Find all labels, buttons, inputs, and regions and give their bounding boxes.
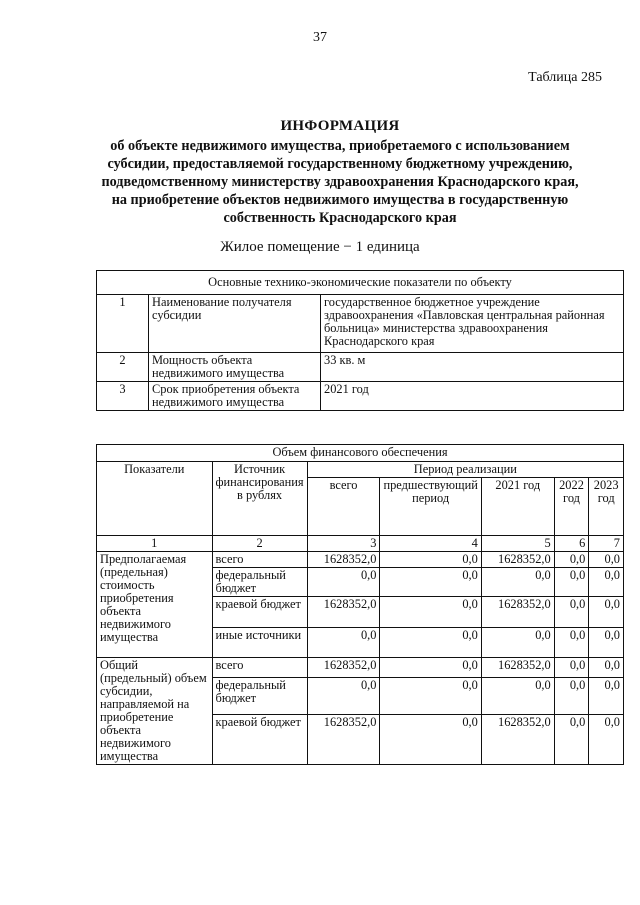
row-number: 2 xyxy=(97,353,149,382)
value-cell: 1628352,0 xyxy=(307,597,380,628)
indicator-name: Мощность объекта недвижимого имущества xyxy=(149,353,321,382)
value-cell: 0,0 xyxy=(481,568,554,597)
value-cell: 0,0 xyxy=(554,597,589,628)
source-cell: федеральный бюджет xyxy=(212,568,307,597)
indicator-name: Наименование получателя субсидии xyxy=(149,295,321,353)
table-label: Таблица 285 xyxy=(528,70,602,85)
value-cell: 1628352,0 xyxy=(307,714,380,764)
finance-header: Объем финансового обеспечения xyxy=(97,445,624,462)
value-cell: 0,0 xyxy=(554,714,589,764)
subcol-2021: 2021 год xyxy=(481,478,554,536)
value-cell: 0,0 xyxy=(380,678,481,715)
finance-table xyxy=(96,444,624,765)
value-cell: 0,0 xyxy=(589,658,624,678)
subcol-2023: 2023 год xyxy=(589,478,624,536)
col-number: 3 xyxy=(307,536,380,552)
col-number: 5 xyxy=(481,536,554,552)
col-number: 4 xyxy=(380,536,481,552)
indicator-value: государственное бюджетное учреждение здравоохранения «Павловская центральная районная больница» министерства здравоохранения Краснодарского края xyxy=(321,295,624,353)
indicator-value: 33 кв. м xyxy=(321,353,624,382)
document-title xyxy=(80,118,600,227)
value-cell: 0,0 xyxy=(481,678,554,715)
value-cell: 0,0 xyxy=(307,628,380,658)
value-cell: 0,0 xyxy=(307,568,380,597)
value-cell: 0,0 xyxy=(589,568,624,597)
title-line: собственность Краснодарского края xyxy=(223,210,457,226)
value-cell: 0,0 xyxy=(380,568,481,597)
value-cell: 1628352,0 xyxy=(481,658,554,678)
source-cell: краевой бюджет xyxy=(212,714,307,764)
value-cell: 0,0 xyxy=(589,678,624,715)
value-cell: 0,0 xyxy=(589,628,624,658)
group-label: Общий (предельный) объем субсидии, направляемой на приобретение объекта недвижимого имущества xyxy=(97,658,213,765)
title-line: подведомственному министерству здравоохранения Краснодарского края, xyxy=(101,174,579,190)
value-cell: 0,0 xyxy=(589,714,624,764)
title-line: субсидии, предоставляемой государственному бюджетному учреждению, xyxy=(107,156,573,172)
col-number: 1 xyxy=(97,536,213,552)
value-cell: 0,0 xyxy=(554,678,589,715)
subcol-2022: 2022 год xyxy=(554,478,589,536)
value-cell: 0,0 xyxy=(380,714,481,764)
indicators-header: Основные технико-экономические показатели по объекту xyxy=(97,271,624,295)
value-cell: 0,0 xyxy=(589,597,624,628)
source-cell: федеральный бюджет xyxy=(212,678,307,715)
col-period: Период реализации xyxy=(307,462,623,478)
source-cell: иные источники xyxy=(212,628,307,658)
value-cell: 1628352,0 xyxy=(307,552,380,568)
value-cell: 0,0 xyxy=(481,628,554,658)
source-cell: краевой бюджет xyxy=(212,597,307,628)
page-number: 37 xyxy=(313,30,327,45)
value-cell: 0,0 xyxy=(380,597,481,628)
indicator-value: 2021 год xyxy=(321,382,624,411)
value-cell: 0,0 xyxy=(554,568,589,597)
group-label: Предполагаемая (предельная) стоимость приобретения объекта недвижимого имущества xyxy=(97,552,213,658)
value-cell: 0,0 xyxy=(589,552,624,568)
value-cell: 0,0 xyxy=(380,628,481,658)
col-number: 2 xyxy=(212,536,307,552)
value-cell: 0,0 xyxy=(307,678,380,715)
subcol-total: всего xyxy=(307,478,380,536)
value-cell: 1628352,0 xyxy=(307,658,380,678)
source-cell: всего xyxy=(212,658,307,678)
value-cell: 0,0 xyxy=(554,658,589,678)
value-cell: 1628352,0 xyxy=(481,714,554,764)
indicator-name: Срок приобретения объекта недвижимого имущества xyxy=(149,382,321,411)
value-cell: 0,0 xyxy=(380,552,481,568)
value-cell: 1628352,0 xyxy=(481,597,554,628)
subcol-previous: предшествующий период xyxy=(380,478,481,536)
row-number: 3 xyxy=(97,382,149,411)
col-number: 6 xyxy=(554,536,589,552)
unit-line: Жилое помещение − 1 единица xyxy=(220,239,420,255)
row-number: 1 xyxy=(97,295,149,353)
title-main: ИНФОРМАЦИЯ xyxy=(280,118,400,134)
indicators-table xyxy=(96,270,624,411)
value-cell: 0,0 xyxy=(554,552,589,568)
value-cell: 1628352,0 xyxy=(481,552,554,568)
value-cell: 0,0 xyxy=(380,658,481,678)
col-number: 7 xyxy=(589,536,624,552)
col-source: Источник финансирования в рублях xyxy=(212,462,307,536)
title-line: об объекте недвижимого имущества, приобретаемого с использованием xyxy=(110,138,570,154)
col-indicators: Показатели xyxy=(97,462,213,536)
value-cell: 0,0 xyxy=(554,628,589,658)
source-cell: всего xyxy=(212,552,307,568)
title-line: на приобретение объектов недвижимого имущества в государственную xyxy=(111,192,569,208)
